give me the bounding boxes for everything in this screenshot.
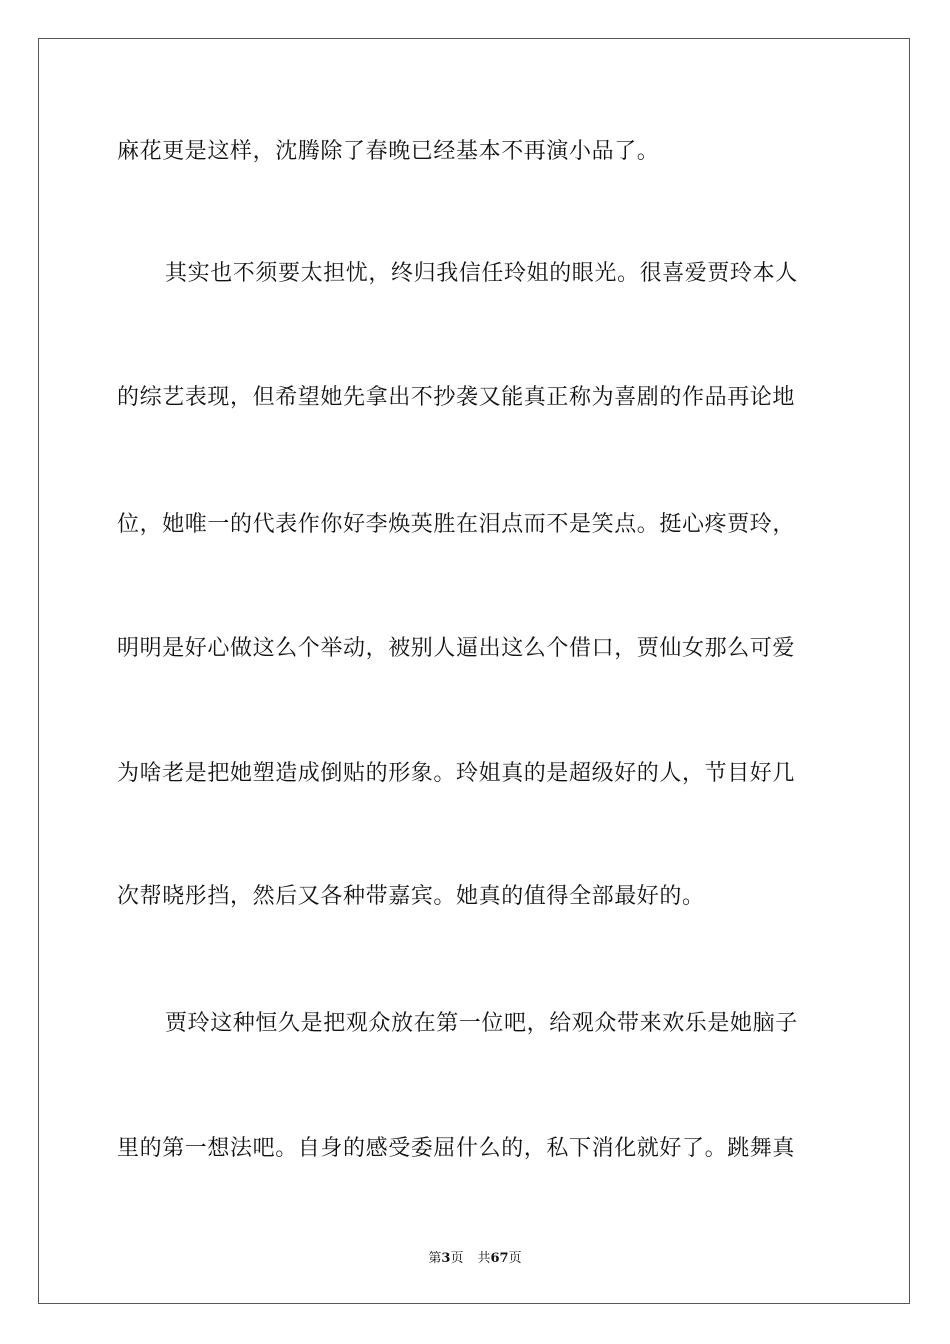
page-suffix: 页 (450, 1251, 464, 1266)
total-prefix: 共 (477, 1251, 491, 1266)
text-line: 麻花更是这样，沈腾除了春晚已经基本不再演小品了。 (117, 139, 660, 164)
text-line: 明明是好心做这么个举动，被别人逼出这么个借口，贾仙女那么可爱 (117, 636, 796, 661)
paragraph-start-line: 贾玲这种恒久是把观众放在第一位吧，给观众带来欢乐是她脑子 (165, 1011, 798, 1036)
page-number: 3 (441, 1251, 451, 1266)
paragraph-start-line: 其实也不须要太担忧，终归我信任玲姐的眼光。很喜爱贾玲本人 (165, 261, 798, 286)
text-line: 位，她唯一的代表作你好李焕英胜在泪点而不是笑点。挺心疼贾玲， (117, 512, 796, 537)
page-border (38, 38, 910, 1304)
text-line: 的综艺表现，但希望她先拿出不抄袭又能真正称为喜剧的作品再论地 (117, 385, 796, 410)
text-line: 次帮晓彤挡，然后又各种带嘉宾。她真的值得全部最好的。 (117, 884, 705, 909)
text-line: 里的第一想法吧。自身的感受委屈什么的，私下消化就好了。跳舞真 (117, 1136, 796, 1161)
text-line: 为啥老是把她塑造成倒贴的形象。玲姐真的是超级好的人，节目好几 (117, 761, 796, 786)
total-pages: 67 (490, 1251, 509, 1266)
page-footer (0, 1247, 950, 1266)
page-prefix: 第 (428, 1251, 442, 1266)
total-suffix: 页 (508, 1251, 522, 1266)
